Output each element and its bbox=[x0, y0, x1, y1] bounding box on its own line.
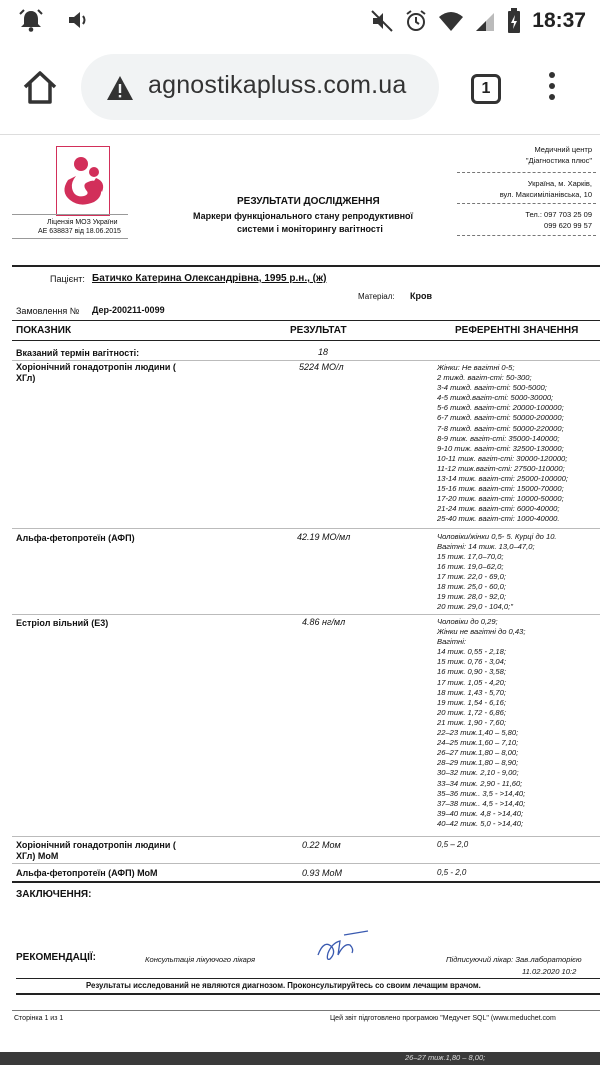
row-divider bbox=[12, 614, 600, 615]
sign-date: 11.02.2020 10:2 bbox=[522, 967, 577, 976]
row-result: 0.22 Мом bbox=[302, 840, 341, 850]
reference-line: 21-24 тиж. вагіт-сті: 6000-40000; bbox=[437, 504, 560, 514]
reference-line: 20 тиж. 1,72 - 6,86; bbox=[437, 707, 506, 717]
clinic-name: "Діагностика плюс" bbox=[525, 156, 592, 165]
reference-list bbox=[437, 532, 557, 612]
clinic-phone: Тел.: 097 703 25 09 bbox=[525, 210, 592, 219]
reference-line: 6-7 тижд. вагіт-сті: 50000-200000; bbox=[437, 413, 564, 423]
row-name: Альфа-фетопротеїн (АФП) МоМ bbox=[16, 868, 158, 878]
reference-line: Вагітні: 14 тиж. 13,0–47,0; bbox=[437, 542, 535, 551]
overflow-menu-icon[interactable] bbox=[545, 72, 559, 106]
license-line: АЕ 638837 від 18.06.2015 bbox=[38, 228, 121, 235]
row-name: Альфа-фетопротеїн (АФП) bbox=[16, 533, 135, 543]
reference-line: Вагітні: bbox=[437, 637, 467, 647]
reference-line: 4-5 тижд.вагіт-сті: 5000-30000; bbox=[437, 393, 554, 403]
row-divider bbox=[12, 836, 600, 837]
divider bbox=[12, 238, 128, 239]
reference-line: 15-16 тиж. вагіт-сті: 15000-70000; bbox=[437, 484, 564, 494]
alarm-clock-icon bbox=[404, 9, 428, 33]
recommendations-value: Консультація лікуючого лікаря bbox=[145, 955, 256, 964]
footer-rule bbox=[12, 1010, 600, 1011]
clinic-address: вул. Максиміліанівська, 10 bbox=[499, 190, 592, 199]
next-page-snippet: 26–27 тиж.1,80 – 8,00; bbox=[405, 1053, 486, 1062]
recommendations-label: РЕКОМЕНДАЦІЇ: bbox=[16, 952, 96, 963]
reference-line: 18 тиж. 25,0 - 60,0; bbox=[437, 582, 506, 591]
row-result: 18 bbox=[318, 347, 329, 357]
volume-icon bbox=[66, 8, 92, 32]
row-name: ХГл) bbox=[16, 373, 36, 383]
reference-line: 21 тиж. 1,90 - 7,60; bbox=[437, 717, 506, 727]
row-name: Естріол вільний (Е3) bbox=[16, 618, 109, 628]
reference-list bbox=[437, 617, 525, 829]
divider bbox=[16, 978, 600, 979]
reference-line: 25-40 тиж. вагіт-сті: 1000-40000. bbox=[437, 514, 560, 524]
col-header-reference: РЕФЕРЕНТНІ ЗНАЧЕННЯ bbox=[455, 325, 579, 336]
col-header-result: РЕЗУЛЬТАТ bbox=[290, 325, 347, 336]
reference-line: Чоловіки до 0,29; bbox=[437, 617, 498, 626]
patient-name: Батичко Катерина Олександрівна, 1995 р.н., (ж) bbox=[92, 273, 327, 284]
row-result: 0.93 МоМ bbox=[302, 868, 343, 878]
clinic-address: Україна, м. Харків, bbox=[527, 179, 592, 188]
pdf-document bbox=[0, 134, 600, 1053]
table-rule bbox=[12, 320, 600, 321]
license-line: Ліцензія МОЗ України bbox=[47, 219, 118, 226]
reference-line: Чоловіки/жінки 0,5- 5. Курці до 10. bbox=[437, 532, 557, 541]
signing-doctor: Підписуючий лікар: Зав.лабораторією bbox=[446, 955, 582, 964]
report-subtitle: Маркери функціонального стану репродуктивної bbox=[193, 211, 414, 221]
table-rule bbox=[12, 340, 600, 341]
reference-line: 3-4 тижд. вагіт-сті: 500-5000; bbox=[437, 383, 547, 393]
reference-line: 33–34 тиж. 2,90 - 11,60; bbox=[437, 778, 523, 788]
reference-line: 30–32 тиж. 2,10 - 9,00; bbox=[437, 768, 519, 778]
row-name: Вказаний термін вагітності: bbox=[16, 348, 140, 358]
table-rule bbox=[12, 881, 600, 883]
warning-icon[interactable] bbox=[106, 75, 134, 101]
reference-line: 11-12 тиж.вагіт-сті: 27500-110000; bbox=[437, 463, 565, 473]
divider bbox=[12, 214, 128, 215]
row-name: Хоріонічний гонадотропін людини ( bbox=[16, 840, 176, 850]
row-result: 5224 МО/л bbox=[299, 362, 344, 372]
header-rule bbox=[12, 265, 600, 267]
reference-line: 8-9 тиж. вагіт-сті: 35000-140000; bbox=[437, 433, 560, 443]
divider bbox=[457, 172, 596, 173]
clinic-phone: 099 620 99 57 bbox=[544, 221, 592, 230]
reference-line: 35–36 тиж.. 3,5 - >14,40; bbox=[437, 788, 526, 798]
clinic-name: Медичний центр bbox=[534, 145, 592, 154]
material-value: Кров bbox=[410, 291, 433, 301]
row-divider bbox=[12, 360, 600, 361]
reference-line: 28–29 тиж.1,80 – 8,90; bbox=[437, 758, 519, 768]
reference-line: 40–42 тиж. 5,0 - >14,40; bbox=[437, 818, 524, 828]
browser-toolbar bbox=[0, 42, 600, 134]
clock-time: 18:37 bbox=[532, 9, 586, 32]
report-title: РЕЗУЛЬТАТИ ДОСЛІДЖЕННЯ bbox=[237, 196, 380, 207]
reference-line: 15 тиж. 0,76 - 3,04; bbox=[437, 657, 506, 667]
row-divider bbox=[12, 863, 600, 864]
reference-line: Жінки: Не вагітні 0-5; bbox=[437, 363, 515, 372]
reference-line: 37–38 тиж.. 4,5 - >14,40; bbox=[437, 798, 526, 808]
reference-line: 18 тиж. 1,43 - 5,70; bbox=[437, 687, 506, 697]
reference-line: 20 тиж. 29,0 - 104,0;" bbox=[437, 602, 513, 611]
reference-line: 9-10 тиж. вагіт-сті: 32500-130000; bbox=[437, 443, 564, 453]
mute-icon bbox=[370, 9, 394, 33]
report-subtitle: системи і моніторингу вагітності bbox=[237, 224, 383, 234]
row-reference: 0,5 - 2,0 bbox=[437, 868, 467, 877]
clinic-logo bbox=[56, 146, 110, 216]
reference-line: 2 тижд. вагіт-сті: 50-300; bbox=[437, 373, 532, 383]
reference-line: 16 тиж. 19,0–62,0; bbox=[437, 562, 504, 571]
status-bar bbox=[0, 0, 600, 42]
row-result: 42.19 МО/мл bbox=[297, 532, 351, 542]
reference-line: 10-11 тиж. вагіт-сті: 30000-120000; bbox=[437, 453, 568, 463]
reference-line: 26–27 тиж.1,80 – 8,00; bbox=[437, 748, 519, 758]
home-icon[interactable] bbox=[20, 68, 60, 108]
col-header-indicator: ПОКАЗНИК bbox=[16, 325, 72, 336]
row-divider bbox=[12, 528, 600, 529]
tab-switcher-button[interactable]: 1 bbox=[471, 74, 501, 104]
reference-line: 17 тиж. 1,05 - 4,20; bbox=[437, 677, 506, 687]
divider bbox=[457, 203, 596, 204]
reference-line: 17 тиж. 22,0 - 69,0; bbox=[437, 572, 506, 581]
row-name: ХГл) МоМ bbox=[16, 851, 59, 861]
battery-charging-icon bbox=[506, 8, 522, 34]
wifi-icon bbox=[438, 10, 464, 32]
reference-line: 19 тиж. 1,54 - 6,16; bbox=[437, 697, 506, 707]
reference-line: 24–25 тиж.1,60 – 7,10; bbox=[437, 738, 519, 748]
doctor-signature bbox=[310, 925, 372, 965]
reference-line: Жінки не вагітні до 0,43; bbox=[437, 627, 526, 637]
row-reference: 0,5 – 2,0 bbox=[437, 840, 469, 849]
patient-label: Пацієнт: bbox=[50, 274, 85, 284]
order-number: Дер-200211-0099 bbox=[92, 305, 165, 315]
reference-line: 19 тиж. 28,0 - 92,0; bbox=[437, 592, 506, 601]
page-info: Сторінка 1 из 1 bbox=[14, 1015, 64, 1022]
reference-line: 14 тиж. 0,55 - 2,18; bbox=[437, 647, 506, 657]
reference-line: 13-14 тиж. вагіт-сті: 25000-100000; bbox=[437, 474, 568, 484]
reference-line: 7-8 тижд. вагіт-сті: 50000-220000; bbox=[437, 423, 564, 433]
order-label: Замовлення № bbox=[16, 306, 80, 316]
row-result: 4.86 нг/мл bbox=[302, 617, 346, 627]
reference-line: 22–23 тиж.1,40 – 5,80; bbox=[437, 728, 519, 738]
reference-line: 15 тиж. 17,0–70,0; bbox=[437, 552, 504, 561]
reference-line: 16 тиж. 0,90 - 3,58; bbox=[437, 667, 506, 677]
footer-program: Цей звіт підготовлено програмою "Медучет SQL" (www.meduchet.com bbox=[330, 1015, 556, 1022]
reference-line: 17-20 тиж. вагіт-сті: 10000-50000; bbox=[437, 494, 564, 504]
row-name: Хоріонічний гонадотропін людини ( bbox=[16, 362, 176, 372]
reference-list bbox=[437, 363, 568, 525]
divider bbox=[16, 993, 600, 995]
divider bbox=[457, 235, 596, 236]
reference-line: 5-6 тижд. вагіт-сті: 20000-100000; bbox=[437, 403, 564, 413]
next-page-peek bbox=[0, 1052, 600, 1065]
disclaimer: Результаты исследований не являются диагнозом. Проконсультируйтесь со своим лечащим врачом. bbox=[86, 981, 481, 990]
alarm-notification-icon bbox=[18, 8, 44, 32]
url-text[interactable]: agnostikapluss.com.ua bbox=[148, 71, 407, 99]
signal-icon bbox=[474, 10, 496, 32]
conclusion-label: ЗАКЛЮЧЕННЯ: bbox=[16, 889, 92, 900]
material-label: Матеріал: bbox=[358, 292, 395, 301]
reference-line: 39–40 тиж. 4,8 - >14,40; bbox=[437, 808, 524, 818]
